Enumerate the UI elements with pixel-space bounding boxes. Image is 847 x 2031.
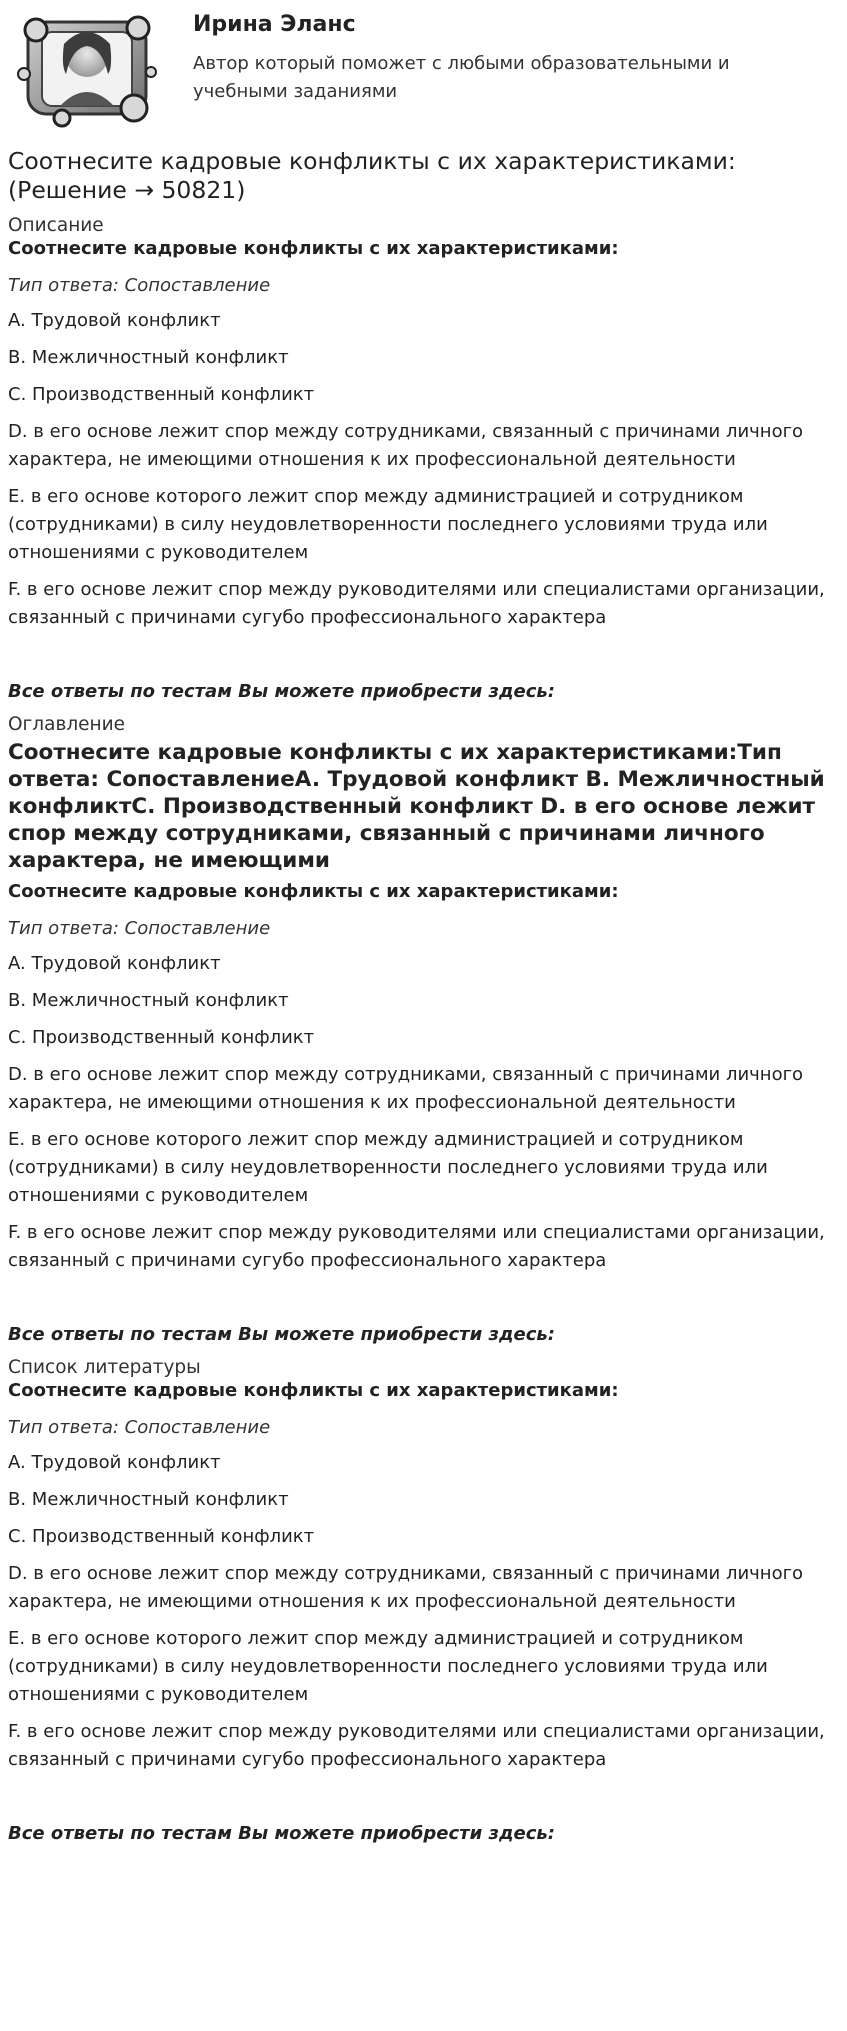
promo-text: Все ответы по тестам Вы можете приобрести здесь: (8, 1823, 555, 1844)
list-item: F. в его основе лежит спор между руководителями или специалистами организации, связанный с причинами сугубо профессионального характера (8, 1721, 825, 1770)
list-item: A. Трудовой конфликт (8, 953, 221, 974)
list-item: F. в его основе лежит спор между руководителями или специалистами организации, связанный с причинами сугубо профессионального характера (8, 1222, 825, 1271)
list-item: D. в его основе лежит спор между сотрудниками, связанный с причинами личного характера, не имеющими отношения к их профессиональной деятельности (8, 421, 804, 470)
list-item: B. Межличностный конфликт (8, 1489, 289, 1510)
author-description: Автор который поможет с любыми образовательными и учебными заданиями (193, 53, 730, 102)
list-item: A. Трудовой конфликт (8, 1452, 221, 1473)
section-label-toc: Оглавление (8, 714, 126, 735)
question-heading: Соотнесите кадровые конфликты с их характеристиками: (8, 1380, 619, 1401)
promo-text: Все ответы по тестам Вы можете приобрести здесь: (8, 1324, 555, 1345)
list-item: B. Межличностный конфликт (8, 347, 289, 368)
question-heading: Соотнесите кадровые конфликты с их характеристиками: (8, 881, 619, 902)
author-name: Ирина Эланс (193, 12, 356, 37)
list-item: E. в его основе которого лежит спор между администрацией и сотрудником (сотрудниками) в силу неудовлетворенности последнего условиями труда или отношениями с руководителем (8, 1628, 768, 1705)
list-item: D. в его основе лежит спор между сотрудниками, связанный с причинами личного характера, не имеющими отношения к их профессиональной деятельности (8, 1563, 804, 1612)
question-heading: Соотнесите кадровые конфликты с их характеристиками: (8, 238, 619, 259)
author-avatar (16, 8, 158, 128)
list-item: C. Производственный конфликт (8, 1027, 315, 1048)
promo-text: Все ответы по тестам Вы можете приобрести здесь: (8, 681, 555, 702)
page-title: Соотнесите кадровые конфликты с их характеристиками: (Решение → 50821) (8, 147, 736, 204)
list-item: C. Производственный конфликт (8, 384, 315, 405)
section-label-description: Описание (8, 215, 104, 236)
list-item: A. Трудовой конфликт (8, 310, 221, 331)
answer-type: Тип ответа: Сопоставление (8, 918, 271, 939)
list-item: F. в его основе лежит спор между руководителями или специалистами организации, связанный с причинами сугубо профессионального характера (8, 579, 825, 628)
description-section (8, 214, 839, 704)
section-label-literature: Список литературы (8, 1357, 201, 1378)
literature-section (8, 1356, 839, 1846)
answer-type: Тип ответа: Сопоставление (8, 275, 271, 296)
list-item: C. Производственный конфликт (8, 1526, 315, 1547)
list-item: E. в его основе которого лежит спор между администрацией и сотрудником (сотрудниками) в силу неудовлетворенности последнего условиями труда или отношениями с руководителем (8, 1129, 768, 1206)
toc-section (8, 713, 839, 1347)
answer-type: Тип ответа: Сопоставление (8, 1417, 271, 1438)
list-item: D. в его основе лежит спор между сотрудниками, связанный с причинами личного характера, не имеющими отношения к их профессиональной деятельности (8, 1064, 804, 1113)
author-card (8, 0, 839, 140)
list-item: E. в его основе которого лежит спор между администрацией и сотрудником (сотрудниками) в силу неудовлетворенности последнего условиями труда или отношениями с руководителем (8, 486, 768, 563)
toc-summary: Соотнесите кадровые конфликты с их характеристиками:Тип ответа: СопоставлениеA. Трудовой конфликт B. Межличностный конфликтC. Производственный конфликт D. в его основе лежит спор между сотрудниками, связанный с причинами личного характера, не имеющими (8, 740, 825, 873)
list-item: B. Межличностный конфликт (8, 990, 289, 1011)
